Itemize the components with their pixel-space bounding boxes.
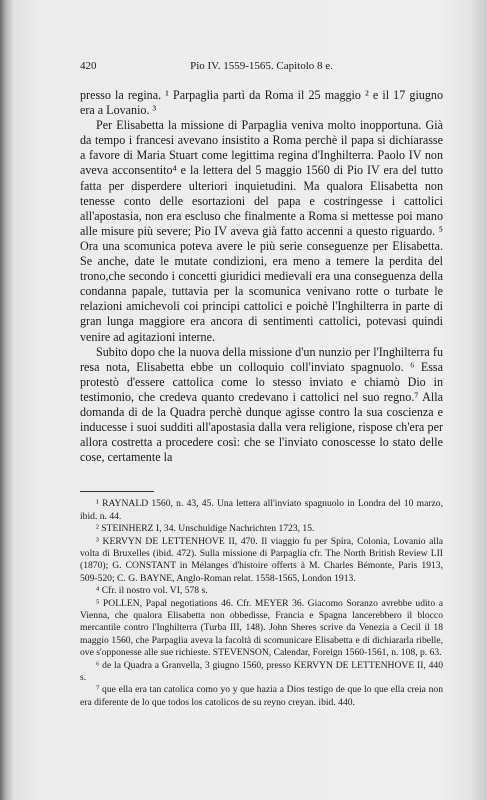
- running-title: Pio IV. 1559-1565. Capitolo 8 e.: [190, 60, 333, 72]
- book-page: [80, 60, 443, 709]
- footnote-rule: [80, 491, 154, 492]
- footnote: ¹ RAYNALD 1560, n. 43, 45. Una lettera all'inviato spagnuolo in Londra del 10 marzo, ibid. n. 44.: [80, 498, 443, 522]
- main-text: [80, 88, 443, 465]
- footnote: ⁴ Cfr. il nostro vol. VI, 578 s.: [96, 585, 208, 597]
- footnotes: [80, 498, 443, 709]
- paragraph: Subito dopo che la nuova della missione d'un nunzio per l'Inghilterra fu resa nota, Elisabetta ebbe un colloquio coll'inviato spagnuolo. ⁶ Essa protestò d'essere cattolica come lo stesso inviato e chiamò Dio in testimonio, che credeva quanto credevano i cattolici nel suo regno.⁷ Alla domanda di de la Quadra perchè dunque agisse contro la sua coscienza e inducesse i suoi sudditi all'apostasia dalla vera religione, rispose ch'era per allora costretta a procedere così: che se l'inviato conoscesse lo stato delle cose, certamente la: [80, 344, 443, 465]
- footnote: ⁵ POLLEN, Papal negotiations 46. Cfr. MEYER 36. Giacomo Soranzo avrebbe udito a Vienna, che qualora Elisabetta non obbedisse, Francia e Spagna lancerebbero il blocco mercantile contro l'Inghilterra (Turba III, 148). John Sheres scrive da Venezia a Cecil il 18 maggio 1560, che Parpaglia aveva la facoltà di scomunicare Elisabetta e di dichiararla ribelle, ove s'opponesse alle sue richieste. STEVENSON, Calendar, Foreign 1560-1561, n. 108, p. 63.: [80, 597, 443, 659]
- footnote: ² STEINHERZ I, 34. Unschuldige Nachrichten 1723, 15.: [96, 523, 315, 535]
- page-number: 420: [80, 60, 97, 72]
- paragraph: presso la regina. ¹ Parpaglia partì da Roma il 25 maggio ² e il 17 giugno era a Lovanio. ³: [80, 88, 443, 118]
- page-header: [80, 60, 443, 74]
- paragraph: Per Elisabetta la missione di Parpaglia veniva molto inopportuna. Già da tempo i francesi avevano insistito a Roma perchè il papa si dichiarasse a favore di Maria Stuart come legittima regina d'Inghilterra. Paolo IV non aveva acconsentito⁴ e la lettera del 5 maggio 1560 di Pio IV era del tutto fatta per disperdere ulteriori inquietudini. Ma qualora Elisabetta non tenesse conto delle esortazioni del papa e costringesse i cattolici all'apostasia, non era escluso che finalmente a Roma si mettesse poi mano alle misure più severe; Pio IV aveva già fatto accenni a questo riguardo. ⁵ Ora una scomunica poteva avere le più serie conseguenze per Elisabetta. Se anche, date le mutate condizioni, era meno a temere la perdita del trono,che secondo i concetti giuridici medievali era una conseguenza della condanna papale, tuttavia per la scomunica venivano rotte o turbate le relazioni amichevoli coi principi cattolici e poichè l'Inghilterra in parte di gran lunga maggiore era ancora di sentimenti cattolici, potevasi quindi venire ad agitazioni interne.: [80, 118, 443, 344]
- footnote: ⁷ que ella era tan catolica como yo y que hazia a Dios testigo de que lo que ella creia non era diferente de lo que todos los catolicos de su reyno creyan. ibid. 440.: [80, 684, 443, 708]
- footnote: ³ KERVYN DE LETTENHOVE II, 470. Il viaggio fu per Spira, Colonia, Lovanio alla volta di Bruxelles (ibid. 472). Sulla missione di Parpaglia cfr. The North British Review LII (1870); G. CONSTANT in Mélanges d'histoire offerts à M. Charles Bémonte, Paris 1913, 509-520; C. G. BAYNE, Anglo-Roman relat. 1558-1565, London 1913.: [80, 535, 443, 584]
- footnote: ⁶ de la Quadra a Granvella, 3 giugno 1560, presso KERVYN DE LETTENHOVE II, 440 s.: [80, 659, 443, 684]
